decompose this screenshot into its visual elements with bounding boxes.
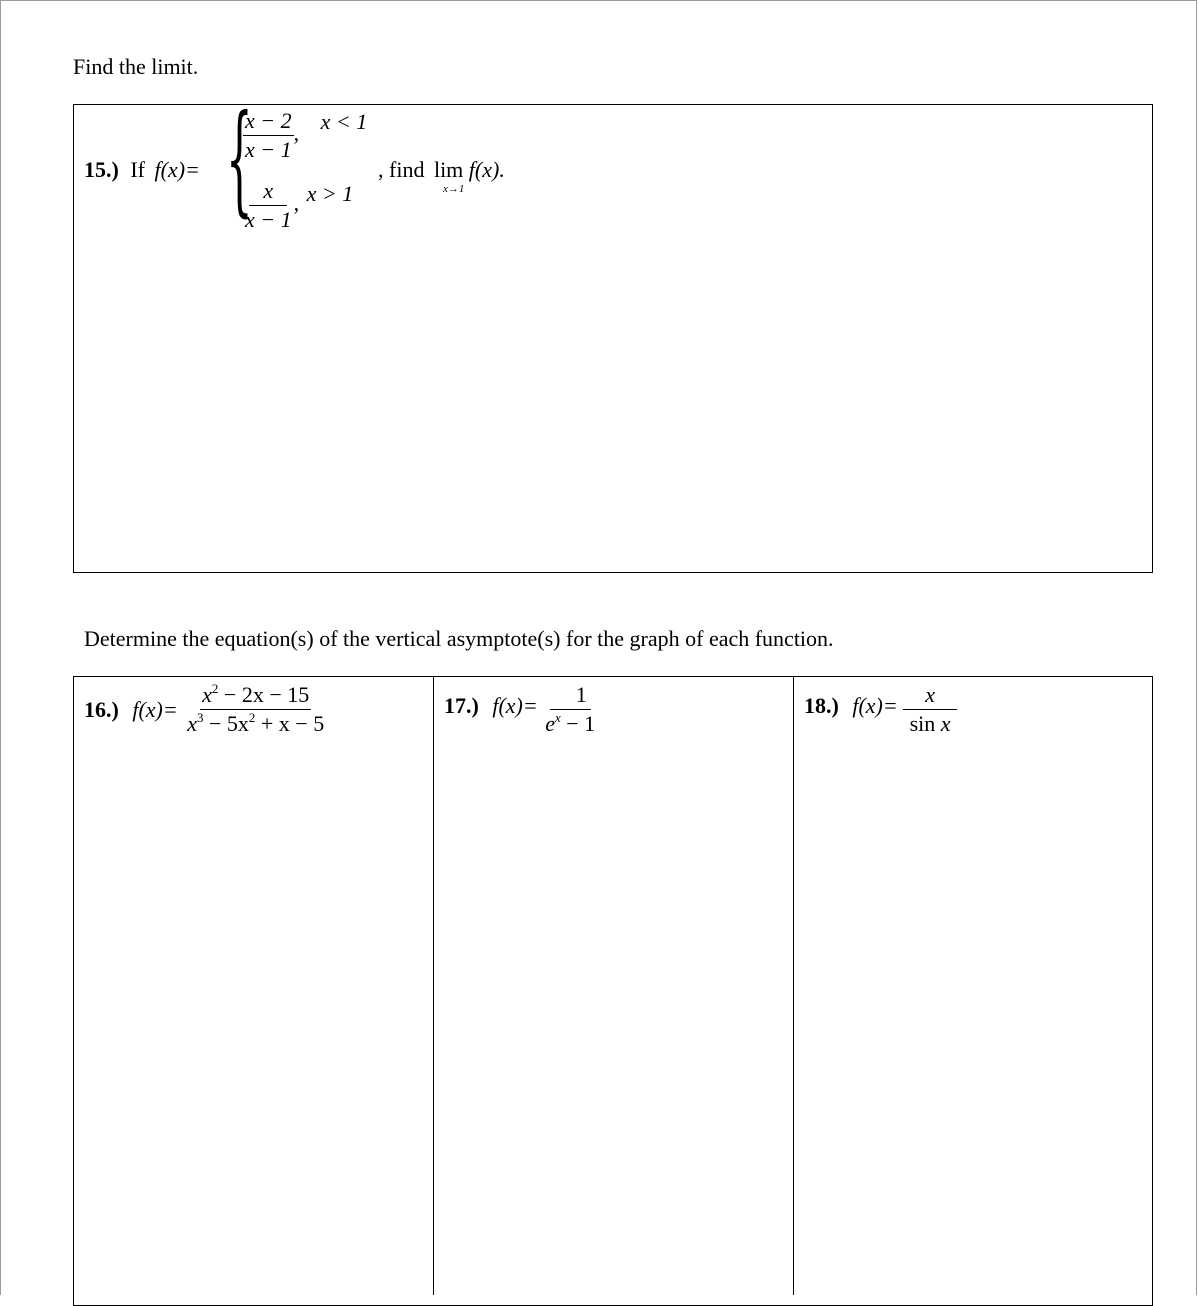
q16-fraction: $\frac{x^2 - 2x - 15}{x^3 - 5x^2 + x - 5}$ bbox=[187, 681, 325, 736]
question-18-answer-area[interactable] bbox=[794, 677, 1152, 1295]
question-number: 15.) bbox=[84, 157, 119, 182]
question-15-label: 15.) If f(x)= bbox=[84, 157, 200, 182]
case-2-condition: x > 1 bbox=[306, 180, 354, 206]
question-17-answer-area[interactable] bbox=[434, 677, 793, 1295]
question-15-find-limit: , find lim f(x). bbox=[378, 157, 505, 182]
case-1-condition: x < 1 bbox=[320, 108, 368, 134]
lim-expression: f(x). bbox=[468, 157, 505, 182]
question-number: 16.) bbox=[84, 696, 119, 722]
piecewise-case-2: $\frac{x}{x - 1}$ , x > 1 bbox=[245, 178, 354, 232]
function-lhs: f(x)= bbox=[852, 692, 898, 718]
q18-fraction: $\frac{x}{\text{sin x}}$ bbox=[903, 684, 957, 735]
section-heading-vertical-asymptotes: Determine the equation(s) of the vertical asymptote(s) for the graph of each function. bbox=[84, 626, 834, 651]
q17-fraction: $\frac{1}{e^x - 1}$ bbox=[545, 682, 596, 736]
lim-word: lim bbox=[433, 157, 464, 182]
question-16-answer-area[interactable] bbox=[74, 677, 433, 1295]
piecewise-brace: { bbox=[226, 90, 253, 229]
function-lhs: f(x)= bbox=[154, 157, 200, 182]
case-1-fraction: $\frac{x - 2}{x - 1}$ bbox=[245, 108, 292, 162]
case-2-fraction: $\frac{x}{x - 1}$ bbox=[245, 178, 292, 232]
question-17-label bbox=[444, 684, 597, 735]
function-lhs: f(x)= bbox=[132, 696, 178, 722]
question-number: 17.) bbox=[444, 692, 479, 718]
lim-subscript: x→1 bbox=[443, 183, 465, 195]
piecewise-case-1: $\frac{x - 2}{x - 1}$ , x < 1 bbox=[245, 108, 368, 162]
question-18-label bbox=[804, 684, 957, 735]
question-16-label bbox=[84, 681, 326, 736]
function-lhs: f(x)= bbox=[492, 692, 538, 718]
section-heading-find-limit: Find the limit. bbox=[73, 54, 199, 79]
question-number: 18.) bbox=[804, 692, 839, 718]
